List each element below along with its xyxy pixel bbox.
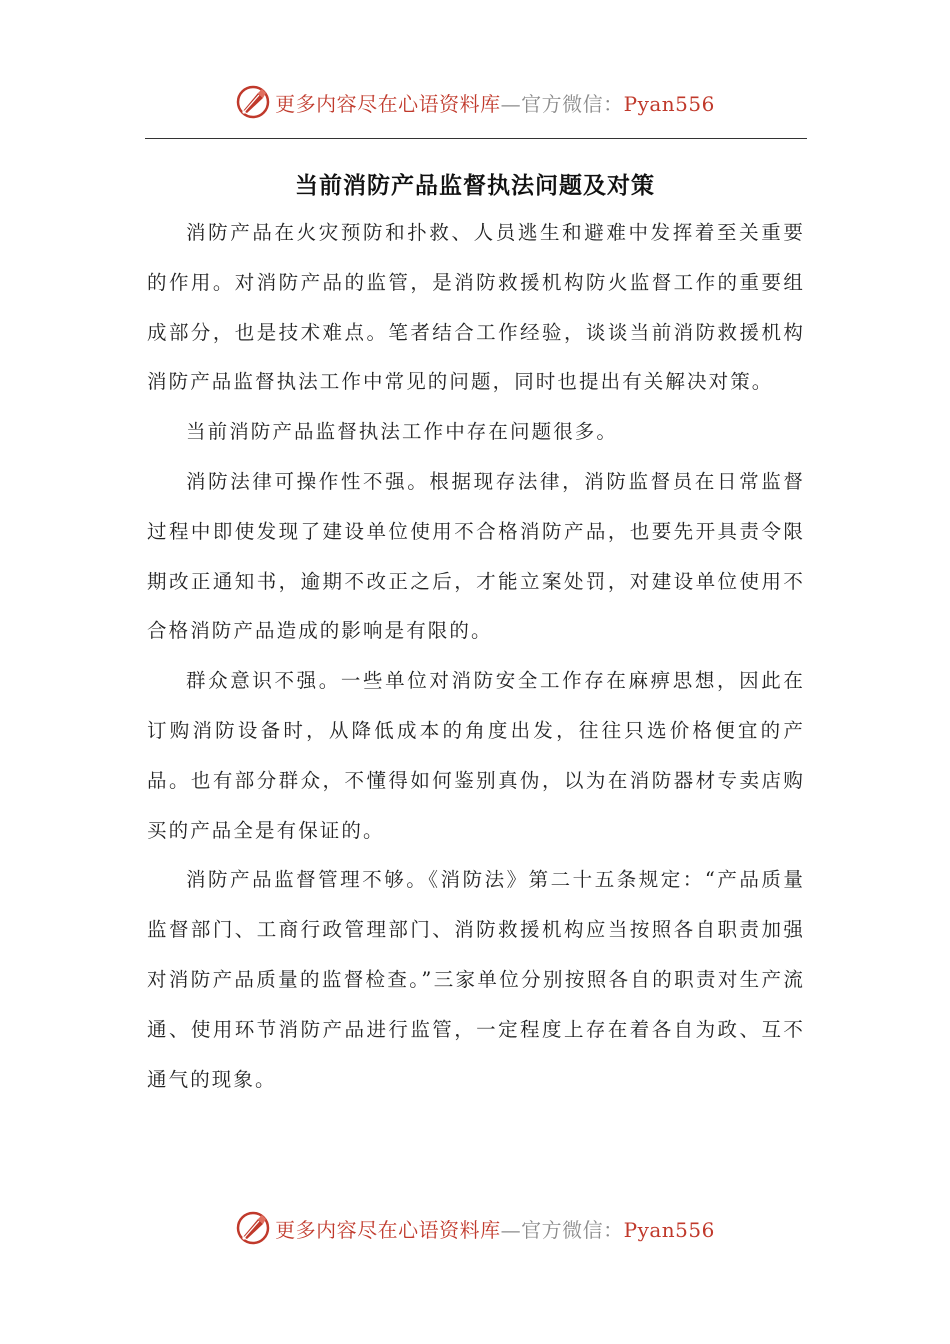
brand-text: 更多内容尽在心语资料库 [275,91,501,116]
header-watermark-text [275,88,715,117]
wechat-id: Pyan556 [623,91,715,116]
brand-text: 更多内容尽在心语资料库 [275,1217,501,1242]
header-divider [145,138,807,139]
paragraph: 消防产品在火灾预防和扑救、人员逃生和避难中发挥着至关重要的作用。对消防产品的监管，是消防救援机构防火监督工作的重要组成部分，也是技术难点。笔者结合工作经验，谈谈当前消防救援机构消防产品监督执法工作中常见的问题，同时也提出有关解决对策。 [147,221,805,394]
wechat-label: 官方微信： [521,1217,624,1242]
pen-nib-logo-icon [235,1210,271,1246]
paragraph: 群众意识不强。一些单位对消防安全工作存在麻痹思想，因此在订购消防设备时，从降低成本的角度出发，往往只选价格便宜的产品。也有部分群众，不懂得如何鉴别真伪，以为在消防器材专卖店购买的产品全是有保证的。 [147,669,805,842]
header-watermark [0,82,950,122]
document-body [147,208,805,1104]
paragraph: 消防法律可操作性不强。根据现存法律，消防监督员在日常监督过程中即使发现了建设单位使用不合格消防产品，也要先开具责令限期改正通知书，逾期不改正之后，才能立案处罚，对建设单位使用不合格消防产品造成的影响是有限的。 [147,469,805,643]
paragraph: 当前消防产品监督执法工作中存在问题很多。 [186,420,619,444]
wechat-id: Pyan556 [623,1217,715,1242]
document-title: 当前消防产品监督执法问题及对策 [295,172,655,199]
footer-watermark-text [275,1214,715,1243]
pen-nib-logo-icon [235,84,271,120]
brand-dash: — [500,1217,522,1242]
brand-dash: — [500,91,522,116]
paragraph: 消防产品监督管理不够。《消防法》第二十五条规定：“产品质量监督部门、工商行政管理部门、消防救援机构应当按照各自职责加强对消防产品质量的监督检查。”三家单位分别按照各自的职责对生产流通、使用环节消防产品进行监管，一定程度上存在着各自为政、互不通气的现象。 [147,868,805,1091]
footer-watermark [0,1208,950,1248]
wechat-label: 官方微信： [521,91,624,116]
